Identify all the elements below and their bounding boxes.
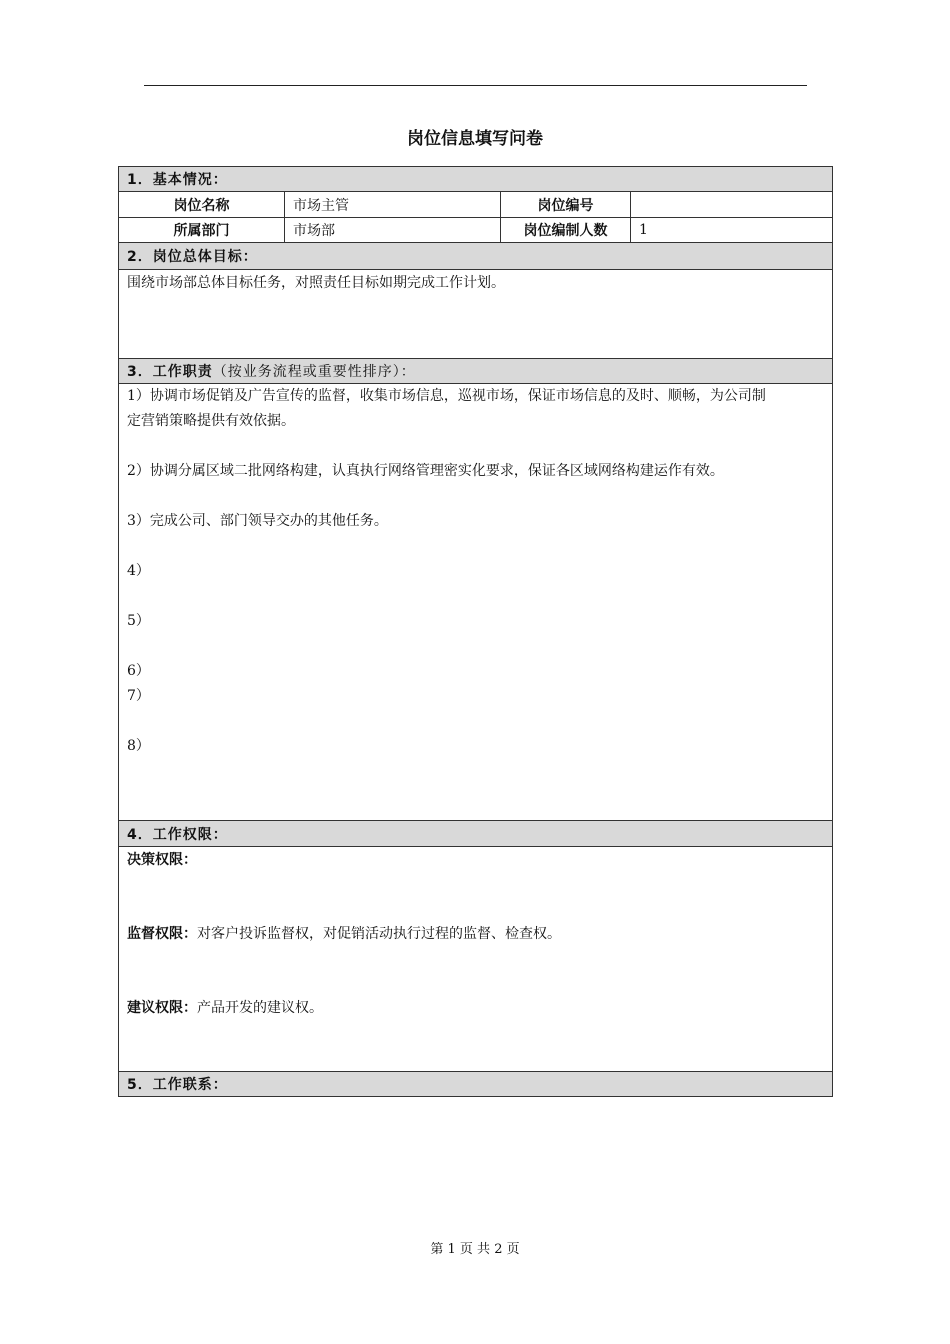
supervision-authority <box>127 923 824 945</box>
decision-label: 决策权限： <box>127 852 197 868</box>
position-code-label: 岗位编号 <box>501 192 631 218</box>
questionnaire-table <box>118 166 833 1097</box>
supervision-text: 对客户投诉监督权，对促销活动执行过程的监督、检查权。 <box>197 926 561 942</box>
position-name-value: 市场主管 <box>285 192 501 218</box>
duty-item-4: 4） <box>127 563 150 579</box>
section2-heading: 2．岗位总体目标： <box>119 243 833 270</box>
page-footer: 第 1 页 共 2 页 <box>430 1242 520 1257</box>
position-code-value <box>631 192 833 218</box>
section3-heading <box>119 359 833 384</box>
suggestion-text: 产品开发的建议权。 <box>197 1000 323 1016</box>
headcount-label: 岗位编制人数 <box>501 218 631 243</box>
decision-authority <box>127 849 824 871</box>
duty-item-6: 6） <box>127 663 150 679</box>
headcount-value: 1 <box>631 218 833 243</box>
duty-item-5: 5） <box>127 613 150 629</box>
duty-item-3: 3）完成公司、部门领导交办的其他任务。 <box>127 513 388 529</box>
section1-heading: 1．基本情况： <box>119 167 833 192</box>
suggestion-label: 建议权限： <box>127 1000 197 1016</box>
supervision-label: 监督权限： <box>127 926 197 942</box>
header-rule <box>144 85 807 86</box>
position-name-label: 岗位名称 <box>119 192 285 218</box>
authority-cell <box>119 847 833 1072</box>
section4-heading: 4．工作权限： <box>119 821 833 847</box>
section3-title: 3．工作职责 <box>127 364 213 380</box>
suggestion-authority <box>127 997 824 1019</box>
duty-item-8: 8） <box>127 738 150 754</box>
section5-heading: 5．工作联系： <box>119 1072 833 1097</box>
duty-item-1: 1）协调市场促销及广告宣传的监督，收集市场信息，巡视市场，保证市场信息的及时、顺畅，为公司制 <box>127 388 766 404</box>
duty-item-7: 7） <box>127 688 150 704</box>
section3-note: （按业务流程或重要性排序）： <box>212 364 416 380</box>
overall-goal-text: 围绕市场部总体目标任务，对照责任目标如期完成工作计划。 <box>119 270 833 359</box>
department-value: 市场部 <box>285 218 501 243</box>
duties-cell <box>119 384 833 821</box>
duty-item-2: 2）协调分属区域二批网络构建，认真执行网络管理密实化要求，保证各区域网络构建运作有效。 <box>127 463 724 479</box>
department-label: 所属部门 <box>119 218 285 243</box>
document-title: 岗位信息填写问卷 <box>407 129 543 149</box>
duty-item-1-cont: 定营销策略提供有效依据。 <box>127 413 295 429</box>
